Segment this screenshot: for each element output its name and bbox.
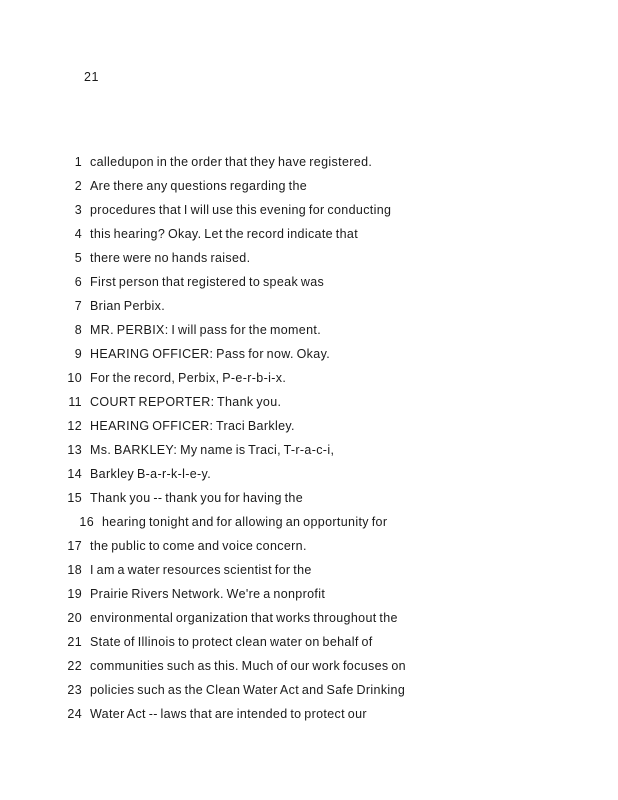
line-text: I am a water resources scientist for the [90, 563, 312, 577]
line-text: Brian Perbix. [90, 299, 166, 313]
line-text: Thank you -- thank you for having the [90, 491, 304, 505]
line-number: 20 [67, 611, 82, 625]
transcript-line [60, 224, 358, 244]
line-number: 23 [67, 683, 82, 697]
line-text: Are there any questions regarding the [90, 179, 308, 193]
transcript-line [60, 680, 405, 700]
transcript-line [60, 584, 325, 604]
line-text: Ms. BARKLEY: My name is Traci, T-r-a-c-i, [90, 443, 335, 457]
line-number: 13 [67, 443, 82, 457]
transcript-line [60, 152, 372, 172]
line-number: 12 [67, 419, 82, 433]
transcript-line [60, 704, 367, 724]
line-number: 14 [67, 467, 82, 481]
transcript-line [60, 320, 321, 340]
line-number: 18 [67, 563, 82, 577]
line-number: 8 [74, 323, 82, 337]
transcript-line [60, 560, 312, 580]
line-number: 5 [74, 251, 82, 265]
page-number: 21 [84, 70, 99, 84]
transcript-line [60, 632, 373, 652]
line-text: Barkley B-a-r-k-l-e-y. [90, 467, 212, 481]
transcript-line [60, 200, 391, 220]
line-number: 11 [68, 395, 82, 409]
line-number: 1 [74, 155, 82, 169]
transcript-line [60, 344, 330, 364]
line-text: this hearing? Okay. Let the record indicate that [90, 227, 359, 241]
line-text: HEARING OFFICER: Pass for now. Okay. [90, 347, 331, 361]
transcript-line [60, 416, 295, 436]
transcript-line [60, 392, 281, 412]
line-text: environmental organization that works throughout the [90, 611, 398, 625]
line-number: 7 [74, 299, 82, 313]
line-number: 15 [67, 491, 82, 505]
line-text: there were no hands raised. [90, 251, 251, 265]
transcript-line [60, 656, 406, 676]
line-number: 9 [74, 347, 82, 361]
line-text: procedures that I will use this evening for conducting [90, 203, 392, 217]
line-text: Prairie Rivers Network. We're a nonprofit [90, 587, 326, 601]
line-text: COURT REPORTER: Thank you. [90, 395, 282, 409]
line-text: hearing tonight and for allowing an opportunity for [102, 515, 388, 529]
line-text: calledupon in the order that they have registered. [90, 155, 373, 169]
transcript-line [60, 176, 307, 196]
transcript-line [60, 608, 398, 628]
transcript-line [60, 488, 303, 508]
line-number: 10 [67, 371, 82, 385]
transcript-line [60, 296, 165, 316]
line-number: 3 [74, 203, 82, 217]
transcript-line [72, 512, 387, 532]
transcript-line [60, 440, 334, 460]
line-number: 4 [74, 227, 82, 241]
line-text: the public to come and voice concern. [90, 539, 307, 553]
line-number: 21 [67, 635, 82, 649]
line-text: policies such as the Clean Water Act and Safe Drinking [90, 683, 406, 697]
line-number: 22 [67, 659, 82, 673]
line-text: First person that registered to speak was [90, 275, 325, 289]
line-text: MR. PERBIX: I will pass for the moment. [90, 323, 322, 337]
transcript-line [60, 464, 211, 484]
line-number: 6 [74, 275, 82, 289]
line-number: 19 [67, 587, 82, 601]
line-text: State of Illinois to protect clean water on behalf of [90, 635, 373, 649]
line-number: 24 [67, 707, 82, 721]
transcript-line [60, 248, 250, 268]
transcript-line [60, 272, 324, 292]
line-number: 2 [74, 179, 82, 193]
line-number: 16 [79, 515, 94, 529]
line-text: For the record, Perbix, P-e-r-b-i-x. [90, 371, 287, 385]
transcript-line [60, 368, 286, 388]
transcript-line [60, 536, 307, 556]
line-text: HEARING OFFICER: Traci Barkley. [90, 419, 295, 433]
line-text: Water Act -- laws that are intended to protect our [90, 707, 367, 721]
line-text: communities such as this. Much of our work focuses on [90, 659, 406, 673]
line-number: 17 [67, 539, 82, 553]
